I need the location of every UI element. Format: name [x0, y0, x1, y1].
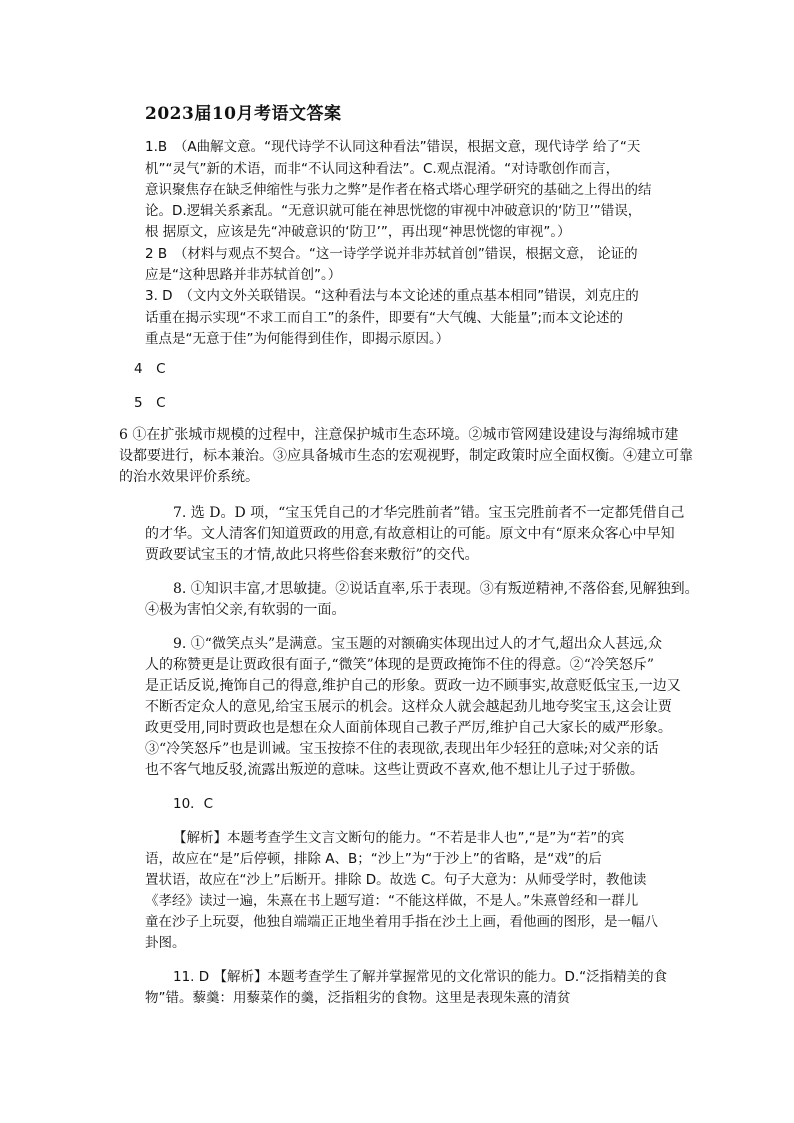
answer-5: 5 C [134, 395, 166, 411]
answer-9-line-5: 政更受用,同时贾政也是想在众人面前体现自己教子严厉,维护自己大家长的威严形象。 [145, 720, 672, 736]
answer-9-line-2: 人的称赞更是让贾政很有面子,“微笑”体现的是贾政掩饰不住的得意。②“冷笑怒斥” [145, 657, 655, 673]
answer-9-line-3: 是正话反说,掩饰自己的得意,维护自己的形象。贾政一边不顾事实,故意贬低宝玉,一边又 [145, 678, 681, 694]
answer-9-line-7: 也不客气地反驳,流露出叛逆的意味。这些让贾政不喜欢,他不想让儿子过于骄傲。 [145, 762, 644, 778]
answer-1-line-3: 意识聚焦存在缺乏伸缩性与张力之弊”是作者在格式塔心理学研究的基础之上得出的结 [145, 182, 652, 198]
answer-1-line-4: 论。D.逻辑关系紊乱。“无意识就可能在神思恍惚的审视中冲破意识的‘防卫’”错误， [145, 203, 642, 219]
answer-10-line-5: 童在沙子上玩耍，他独自端端正正地坐着用手指在沙土上画，看他画的图形，是一幅八 [145, 914, 658, 930]
answer-6-line-2: 设都要进行，标本兼治。③应具备城市生态的宏观视野，制定政策时应全面权衡。④建立可靠 [119, 448, 693, 464]
answer-8-line-2: ④极为害怕父亲,有软弱的一面。 [145, 602, 346, 618]
answer-3-line-3: 重点是“无意于佳”为何能得到佳作，即揭示原因。） [145, 331, 450, 347]
answer-2-line-2: 应是“这种思路并非苏轼首创”。） [145, 267, 342, 283]
answer-1-line-5: 根 据原文，应该是先“冲破意识的‘防卫’”，再出现“神思恍惚的审视”。） [145, 224, 571, 240]
answer-6-line-1: 6 ①在扩张城市规模的过程中，注意保护城市生态环境。②城市管网建设建设与海绵城市建 [119, 427, 679, 443]
answer-3-line-2: 话重在揭示实现“不求工而自工”的条件，即要有“大气魄、大能量”;而本文论述的 [145, 310, 624, 326]
answer-6-line-3: 的治水效果评价系统。 [119, 469, 259, 485]
answer-7-line-3: 贾政要试宝玉的才情,故此只将些俗套来敷衍”的交代。 [145, 547, 479, 563]
answer-10-line-4: 《孝经》读过一遍，朱熹在书上题写道：“不能这样做，不是人。”朱熹曾经和一群儿 [145, 893, 639, 909]
answer-2-line-1: 2 B （材料与观点不契合。“这一诗学学说并非苏轼首创”错误，根据文意， 论证的 [145, 246, 638, 262]
page-title: 2023届10月考语文答案 [145, 104, 342, 124]
answer-10-line-1: 【解析】本题考查学生文言文断句的能力。“不若是非人也”,“是”为“若”的宾 [173, 830, 625, 846]
answer-7-line-1: 7. 选 D。D 项，“宝玉凭自己的才华完胜前者”错。宝玉完胜前者不一定都凭借自己 [173, 505, 685, 521]
answer-4: 4 C [134, 361, 166, 377]
answer-10-head: 10．C [173, 796, 214, 812]
answer-9-line-6: ③“冷笑怒斥”也是训诫。宝玉按捺不住的表现欲,表现出年少轻狂的意味;对父亲的话 [145, 741, 659, 757]
answer-11-line-2: 物”错。藜羹：用藜菜作的羹，泛指粗劣的食物。这里是表现朱熹的清贫 [145, 990, 571, 1006]
answer-9-line-1: 9. ①“微笑点头”是满意。宝玉题的对额确实体现出过人的才气,超出众人甚远,众 [173, 636, 663, 652]
answer-9-line-4: 不断否定众人的意见,给宝玉展示的机会。这样众人就会越起劲儿地夸奖宝玉,这会让贾 [145, 699, 672, 715]
answer-11-line-1: 11. D 【解析】本题考查学生了解并掌握常见的文化常识的能力。D.“泛指精美的食 [173, 969, 668, 985]
answer-7-line-2: 的才华。文人清客们知道贾政的用意,有故意相让的可能。原文中有“原来众客心中早知 [145, 526, 675, 542]
answer-8-line-1: 8. ①知识丰富,才思敏捷。②说话直率,乐于表现。③有叛逆精神,不落俗套,见解独到。 [173, 581, 699, 597]
answer-10-line-2: 语，故应在“是”后停顿，排除 A、B；“沙上”为“于沙上”的省略，是“戏”的后 [145, 851, 602, 867]
answer-1-line-1: 1.B （A曲解文意。“现代诗学不认同这种看法”错误，根据文意，现代诗学 给了“天 [145, 139, 641, 155]
answer-10-line-6: 卦图。 [145, 935, 186, 951]
answer-3-line-1: 3. D （文内文外关联错误。“这种看法与本文论述的重点基本相同”错误，刘克庄的 [145, 288, 639, 304]
answer-10-line-3: 置状语，故应在“沙上”后断开。排除 D。故选 C。句子大意为：从师受学时，教他读 [145, 872, 647, 888]
answer-1-line-2: 机”“灵气”新的术语，而非“不认同这种看法”。C.观点混淆。“对诗歌创作而言， [145, 161, 620, 177]
